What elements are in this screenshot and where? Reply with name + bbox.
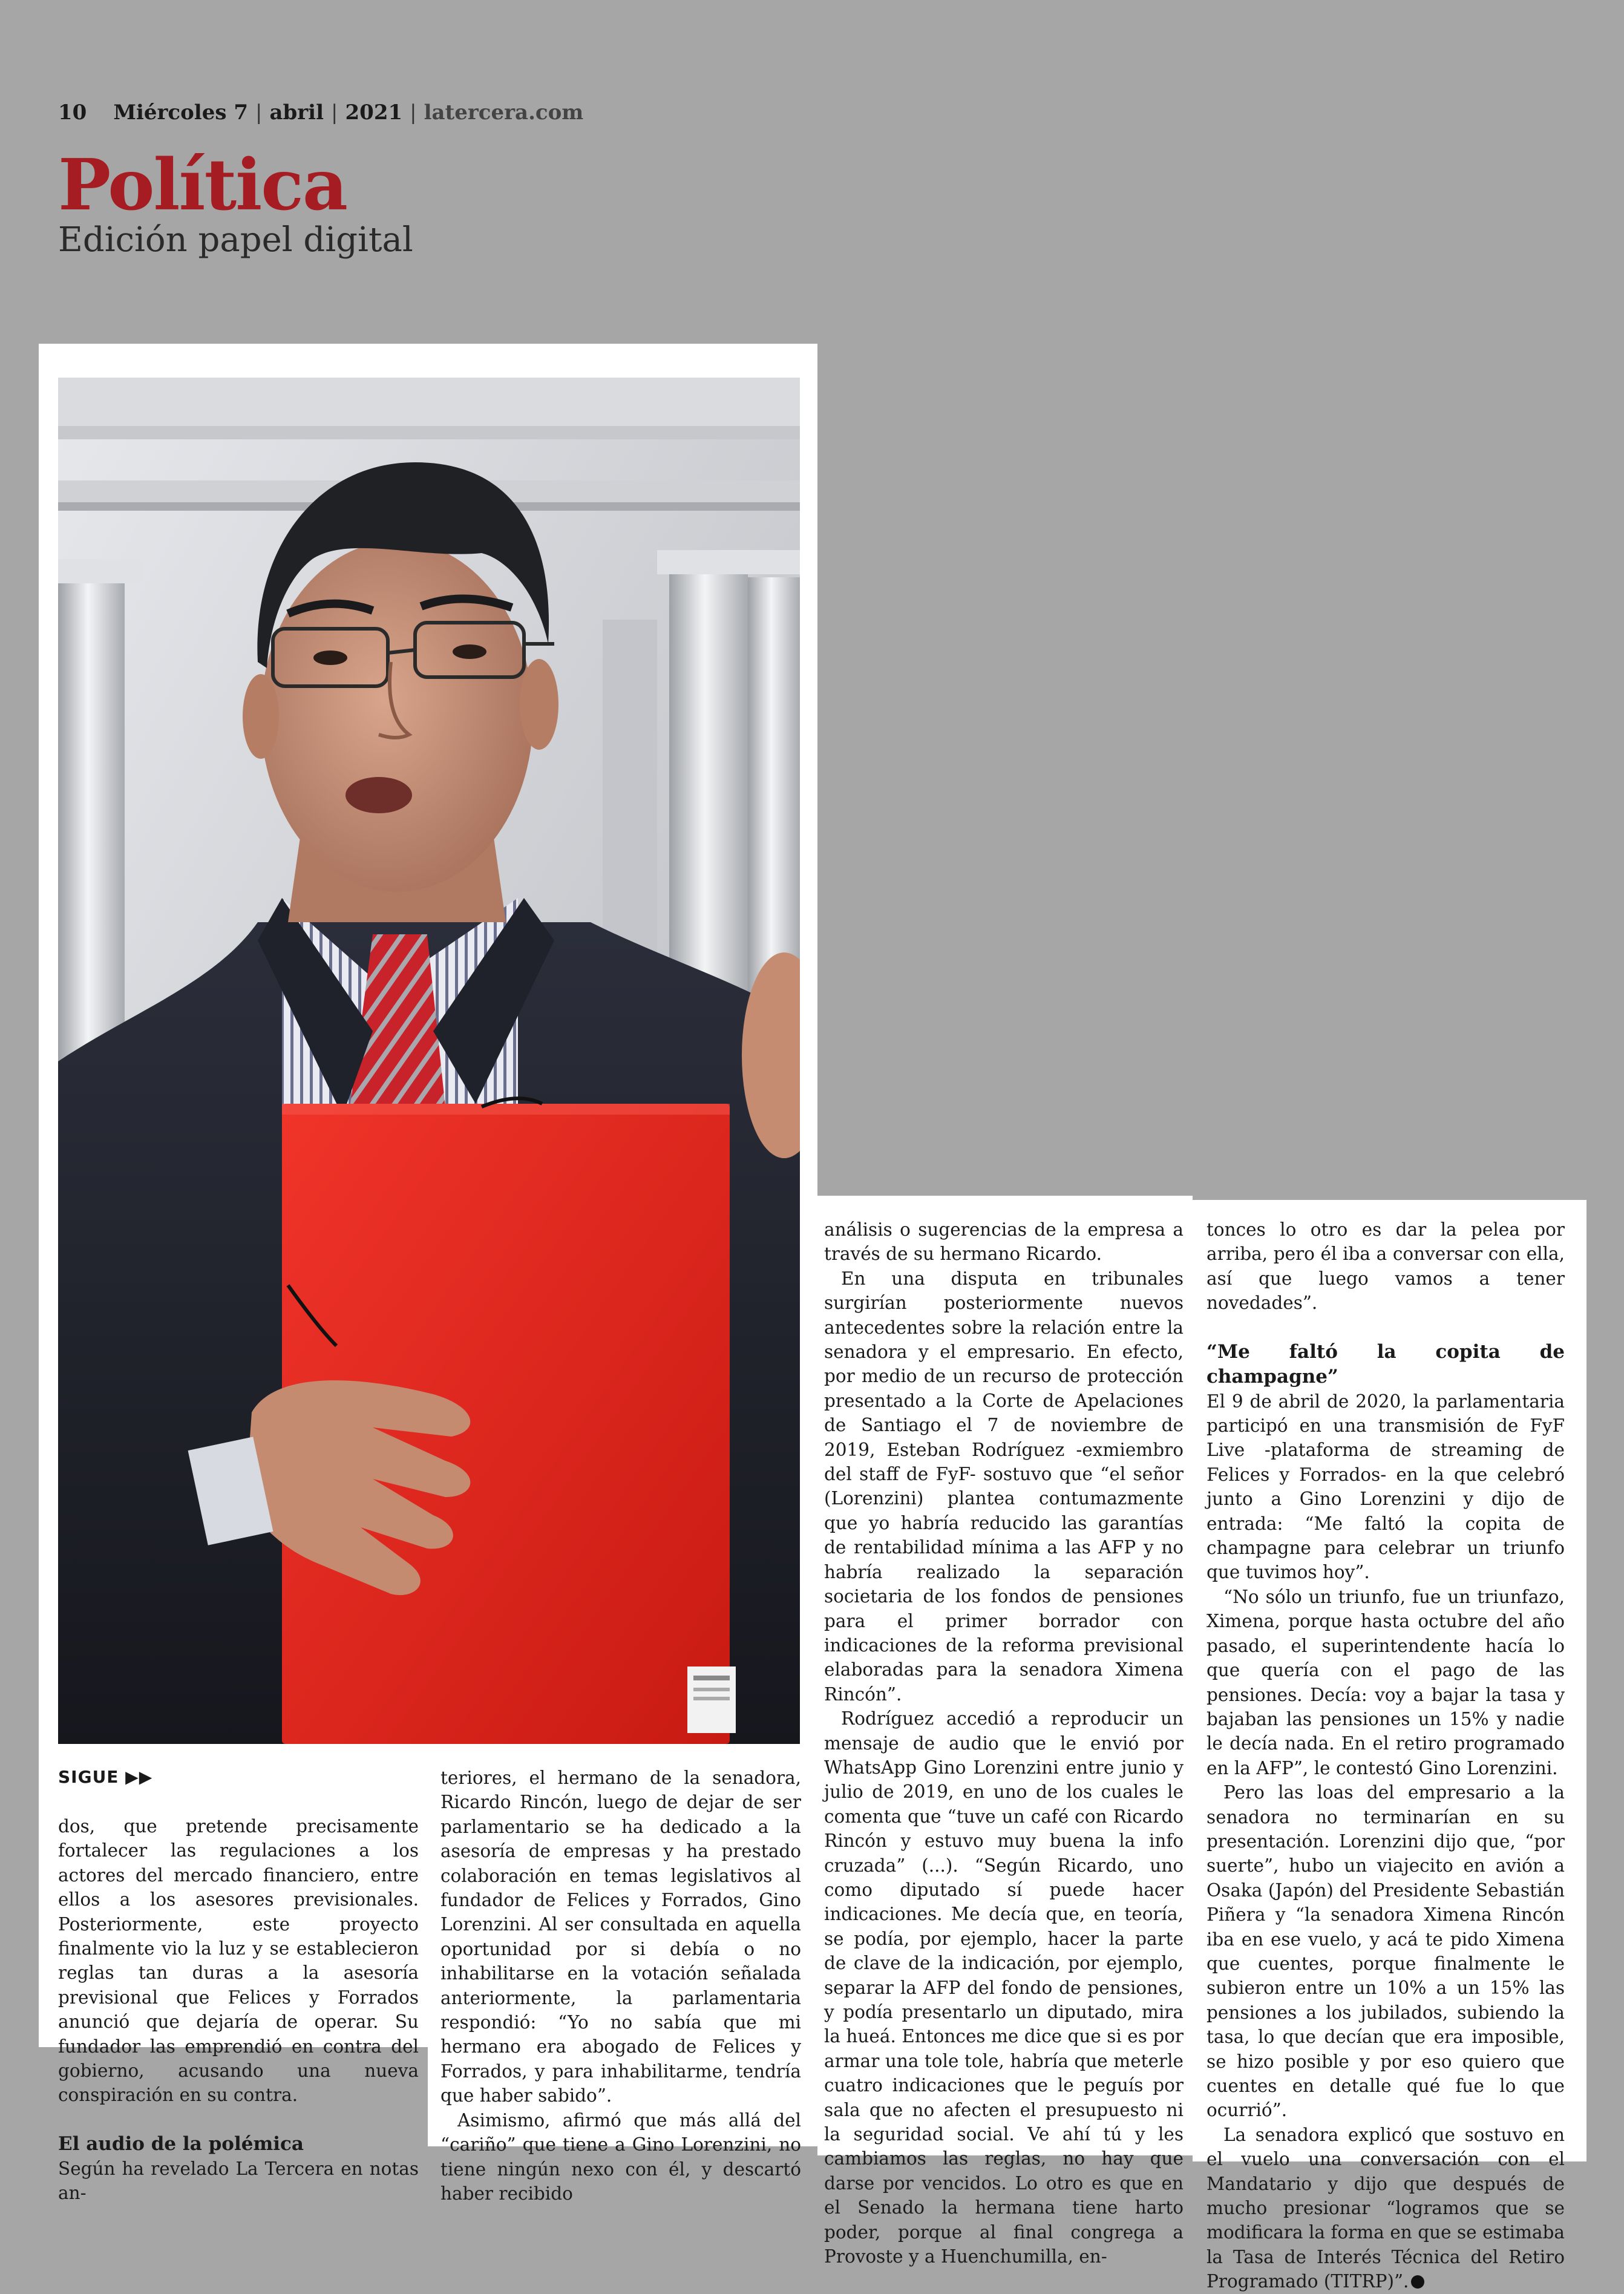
end-mark-icon: [1411, 2275, 1424, 2289]
separator: |: [331, 100, 338, 125]
page-number: 10: [58, 100, 87, 125]
separator: |: [255, 100, 263, 125]
article-column-4: [1207, 1217, 1565, 2294]
article-paragraph: Según ha revelado La Tercera en notas an-: [58, 2158, 419, 2204]
article-column-1: [58, 1814, 419, 2206]
section-subtitle: Edición papel digital: [58, 220, 413, 260]
article-paragraph: Asimismo, afirmó que más allá del “cariño” que tiene a Gino Lorenzini, no tiene ningún nexo con él, y descartó haber recibido: [440, 2109, 801, 2204]
subheading: “Me faltó la copita de champagne”: [1207, 1340, 1565, 1388]
article-paragraph: [1207, 2123, 1565, 2294]
section-title: Política: [58, 144, 347, 226]
article-column-2: [440, 1766, 801, 2206]
article-paragraph: En una disputa en tribunales surgirían posteriormente nuevos antecedentes sobre la relación entre la senadora y el empresario. En efecto, por medio de un recurso de protección presentado a la Corte de Apelaciones de Santiago el 7 de noviembre de 2019, Esteban Rodríguez -exmiembro del staff de FyF- sostuvo que “el señor (Lorenzini) plantea contumazmente que yo habría reducido las garantías de rentabilidad mínima a las AFP y no habría realizado la separación societaria de los fondos de pensiones para el primer borrador con indicaciones de la reforma previsional elaboradas para la senadora Ximena Rincón”.: [824, 1268, 1184, 1705]
issue-year: 2021: [345, 100, 403, 125]
subheading: El audio de la polémica: [58, 2132, 304, 2155]
man-holding-red-folder-photo-icon: [58, 378, 800, 1744]
article-paragraph: teriores, el hermano de la senadora, Ricardo Rincón, luego de dejar de ser parlamentario se ha dedicado a la asesoría de empresas y ha prestado colaboración en temas legislativos al fundador de Felices y Forrados, Gino Lorenzini. Al ser consultada en aquella oportunidad por si debía o no inhabilitarse en la votación señalada anteriormente, la parlamentaria respondió: “Yo no sabía que mi hermano era abogado de Felices y Forrados, y para inhabilitarme, tendría que haber sabido”.: [440, 1768, 801, 2106]
article-paragraph: dos, que pretende precisamente fortalecer las regulaciones a los actores del mercado financiero, entre ellos a los asesores previsionales. Posteriormente, este proyecto finalmente vio la luz y se establecieron reglas tan duras a la asesoría previsional que Felices y Forrados anunció que dejaría de operar. Su fundador las emprendió en contra del gobierno, acusando una nueva conspiración en su contra.: [58, 1816, 419, 2106]
article-paragraph: tonces lo otro es dar la pelea por arriba, pero él iba a conversar con ella, así que luego vamos a tener novedades”.: [1207, 1219, 1565, 1314]
article-paragraph: análisis o sugerencias de la empresa a través de su hermano Ricardo.: [824, 1219, 1184, 1265]
issue-day: Miércoles 7: [113, 100, 248, 125]
issue-month: abril: [269, 100, 324, 125]
article-photo: [58, 378, 800, 1744]
article-column-3: [824, 1217, 1184, 2269]
page-folio: [58, 98, 583, 127]
article-paragraph-text: La senadora explicó que sostuvo en el vuelo una conversación con el Mandatario y dijo que después de mucho presionar “logramos que se modificara la forma en que se estimaba la Tasa de Interés Técnica del Retiro Programado (TITRP)”.: [1207, 2124, 1565, 2292]
article-paragraph: Rodríguez accedió a reproducir un mensaje de audio que le envió por WhatsApp Gino Lorenzini entre junio y julio de 2019, en uno de los cuales le comenta que “tuve un café con Ricardo Rincón y estuvo muy buena la info cruzada” (...). “Según Ricardo, uno como diputado sí puede hacer indicaciones. Me decía que, en teoría, se podía, por ejemplo, hacer la parte de clave de la indicación, por ejemplo, separar la AFP del fondo de pensiones, y podía presentarlo un diputado, mira la hueá. Entonces me dice que si es por armar una tole tole, habría que meterle cuatro indicaciones que le peguís por sala que no afecten el presupuesto ni la seguridad social. Ve ahí tú y les cambiamos las reglas, no hay que darse por vencidos. Lo otro es que en el Senado la hermana tiene harto poder, porque al final congrega a Provoste y a Huenchumilla, en-: [824, 1708, 1184, 2267]
article-paragraph: El 9 de abril de 2020, la parlamentaria participó en una transmisión de FyF Live -plataforma de streaming de Felices y Forrados- en la que celebró junto a Gino Lorenzini y dijo de entrada: “Me faltó la copita de champagne para celebrar un triunfo que tuvimos hoy”.: [1207, 1391, 1565, 1583]
continue-marker: SIGUE ▶▶: [58, 1767, 153, 1787]
article-paragraph: Pero las loas del empresario a la senadora no terminarían en su presentación. Lorenzini dijo que, “por suerte”, hubo un viajecito en avión a Osaka (Japón) del Presidente Sebastián Piñera y “la senadora Ximena Rincón iba en ese vuelo, y acá te pido Ximena que cuentes, porque finalmente le subieron entre un 10% a un 15% las pensiones a los jubilados, subiendo la tasa, lo que decían que era imposible, se hizo posible y por eso quiero que cuentes en detalle qué fue lo que ocurrió”.: [1207, 1782, 1565, 2121]
site-link[interactable]: latercera.com: [424, 100, 584, 125]
article-paragraph: “No sólo un triunfo, fue un triunfazo, Ximena, porque hasta octubre del año pasado, el superintendente hacía lo que quería con el pago de las pensiones. Decía: voy a bajar la tasa y bajaban las pensiones un 15% y nadie le decía nada. En el retiro programado en la AFP”, le contestó Gino Lorenzini.: [1207, 1586, 1565, 1778]
separator: |: [410, 100, 417, 125]
